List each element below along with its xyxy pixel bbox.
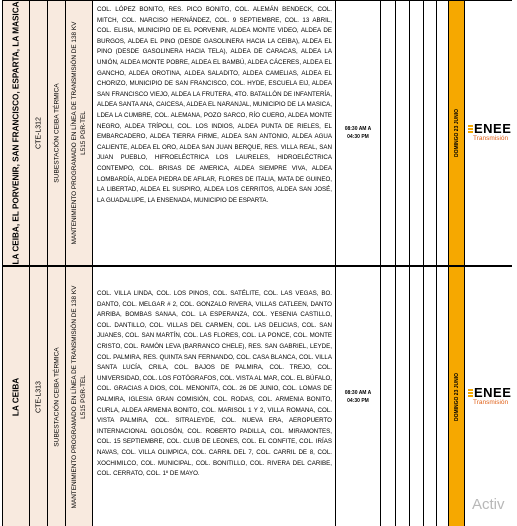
time-cell [336, 265, 381, 526]
logo-bars-icon [468, 389, 473, 397]
empty-cell [381, 0, 396, 265]
enee-logo [468, 123, 512, 143]
logo-sub-text: Transmisión [473, 398, 509, 406]
location-cell [2, 265, 30, 526]
logo-bars-icon [468, 125, 473, 133]
affected-areas-text: COL. LÓPEZ BONITO, RES. PICO BONITO, COL. ALEMÁN BENDECK, COL. MITCH, COL. NARCISO HERNÁNDEZ, COL. 9 SEPTIEMBRE, COL. 13 ABRIL, COL. ELISIA, MUNICIPIO DE EL PORVENIR, ALDEA MONTE VIDEO, ALDEA DE BURGOS, ALDEA EL PINO (DESDE GASOLINERA HACIA LA CEIBA), ALDEA EL PINO (DESDE GASOLINERA HACIA TELA), ALDEA DE CARACAS, ALDEA LA UNIÓN, ALDEA MONTE POBRE, ALDEA EL BAMBÚ, ALDEA CÁCERES, ALDEA EL GANCHO, ALDEA OROTINA, ALDEA SALADITO, ALDEA CAMELIAS, ALDEA EL CHORIZO, MUNICIPIO DE SAN FRANCISCO, COL. HYDE, ESCUELA EIJ, ALDEA SAN FRANCISCO VIEJO, ALDEA LA FRUTERA, 4TO. BATALLÓN DE INFANTERÍA, ALDEA SANTA ANA, CAICESA, ALDEA EL NARANJAL, MUNICIPIO DE LA MASICA, LDEA LA CUMBRE, COL. ALEMANA, POZO SARCO, RÍO CUERO, ALDEA MONTE NEGRO, ALDEA TRÍPOLI, COL. LOS INDIOS, ALDEA PUNTA DE RIELES, EL EMBARCADERO, ALDEA TIERRA FIRME, ALDEA SAN ANTONIO, ALDEA AGUA CALIENTE, ALDEA EL ORO, ALDEA SAN JUAN BERQUE, RES. VILLA REAL, SAN JUAN PUEBLO, HIFROELÉCTRICA LOS LAURELES, HIDROELÉCTRICA CONTEMPO, COL. BRISAS DE AMERICA, ALDEA SIEMPRE VIVA, ALDEA LOMBARDÍA, ALDEA PIEDRA DE AFILAR, FLORES DE ITALIA, MATA DE GUINEO, LA LIBERTAD, ALDEA EL SUSPIRO, ALDEA LOS CERRITOS, ALDEA SAN JOSÉ, LA GUADALUPE, LA ENSENADA, MUNICIPIO DE ESPARTA. [97, 6, 332, 204]
work-description-line1: MANTENIMIENTO PROGRAMADO EN LÍNEA DE TRANSMISIÓN DE 138 KV [71, 285, 78, 508]
affected-areas-cell [93, 0, 336, 265]
work-description-line2: L515 PGR-TEL [80, 374, 87, 419]
location-label: LA CEIBA [11, 377, 21, 416]
substation-name: SUBESTACIÓN CEIBA TÉRMICA [53, 346, 60, 447]
substation-name: SUBESTACIÓN CEIBA TÉRMICA [53, 83, 60, 183]
work-description-line1: MANTENIMIENTO PROGRAMADO EN LÍNEA DE TRANSMISIÓN DE 138 KV [71, 21, 78, 245]
empty-cell [437, 0, 449, 265]
location-label: LA CEIBA, EL PORVENIR, SAN FRANCISCO, ESPARTA, LA MASICA [11, 1, 21, 265]
schedule-row [2, 0, 512, 265]
empty-cell [424, 265, 437, 526]
time-start: 08:30 AM A [344, 389, 372, 396]
schedule-row [2, 265, 512, 526]
empty-cell [396, 265, 410, 526]
logo-cell [465, 265, 512, 526]
outage-date: DOMINGO 23 JUNIO [453, 108, 460, 158]
affected-areas-cell [93, 265, 336, 526]
circuit-code-cell [30, 0, 48, 265]
circuit-code: CTE-L313 [35, 380, 42, 413]
empty-cell [424, 0, 437, 265]
outage-date: DOMINGO 23 JUNIO [453, 372, 460, 421]
date-cell [449, 0, 465, 265]
substation-cell [48, 0, 66, 265]
affected-areas-text: COL. VILLA LINDA, COL. LOS PINOS, COL. SATÉLITE, COL. LAS VEGAS, BO. DANTO, COL. MELGAR # 2, COL. GONZALO RIVERA, VILLAS CATLEEN, DANTO ARRIBA, BOMBAS SANAA, COL. LA ESPERANZA, COL. YESENIA CASTILLO, COL. DANTILLO, COL. VILLAS DEL CARMEN, COL. LAS DELICIAS, COL. SAN JUANES, COL. SAN MARTÍN, COL. LAS FLORES, COL. LA PONCE, COL. MONTE CRISTO, COL. RAMÓN LEVA (BARRANCO CHELE), RES. SAN GABRIEL, LEYDE, COL. PALMIRA, RES. QUINTA SAN FERNANDO, COL. CASA BLANCA, COL. VILLA SANTA LUCÍA, CRILA, COL. BAJOS DE PALMIRA, COL. TREJO, COL. UNIVERSIDAD, COL. LOS FOTÓGRAFOS, COL. VISTA AL MAR, COL. EL BÚFALO, COL. GRACIAS A DIOS, COL. MENONITA, COL. 26 DE JUNIO, COL. LOMAS DE PALMIRA, IGLESIA GRAN COMISIÓN, COL. RODAS, COL. ARMENIA BONITO, CURLA, ALDEA ARMENIA BONITO, COL. MARISOL 1 Y 2, VILLA ROMANA, COL. VISTA PALMIRA, COL. SITRALEYDE, COL. NUEVA ERA, AEROPUERTO INTERNACIONAL GOLOSÓN, COL. ROBERTO PADILLA, COL. MIRAMONTES, COL. 15 SEPTIEMBRE, COL. CLUB DE LEONES, COL. EL CONFITE, COL. IRÍAS NAVAS, COL. VILLA OLIMPICA, COL. CARRIL DEL 7, COL. CARRIL DE 8, COL. XOCHIMILCO, COL. MUNICIPAL, COL. BONITILLO, COL. RIVERA DEL CARIBE, COL. CERRATO, COL. 1º DE MAYO. [97, 290, 332, 478]
substation-cell [48, 265, 66, 526]
time-end: 04:30 PM [347, 134, 369, 140]
date-cell [449, 265, 465, 526]
logo-main-text: ENEE [474, 121, 512, 136]
empty-cell [396, 0, 410, 265]
circuit-code-cell [30, 265, 48, 526]
location-cell [2, 0, 30, 265]
logo-main-text: ENEE [474, 384, 512, 400]
work-description-line2: L515 PGR-TEL [80, 111, 87, 155]
time-range [336, 389, 380, 405]
time-range [336, 125, 380, 141]
empty-cell [381, 265, 396, 526]
time-end: 04:30 PM [347, 397, 369, 404]
time-cell [336, 0, 381, 265]
empty-cell [410, 0, 424, 265]
work-description [70, 285, 88, 508]
time-start: 08:30 AM A [344, 126, 372, 132]
empty-cell [437, 265, 449, 526]
logo-sub-text: Transmisión [473, 135, 509, 142]
activation-watermark: Activ [472, 496, 505, 513]
description-cell [66, 0, 93, 265]
circuit-code: CTE-L312 [35, 117, 42, 149]
logo-cell [465, 0, 512, 265]
enee-logo [468, 384, 512, 407]
description-cell [66, 265, 93, 526]
empty-cell [410, 265, 424, 526]
work-description [70, 22, 88, 245]
